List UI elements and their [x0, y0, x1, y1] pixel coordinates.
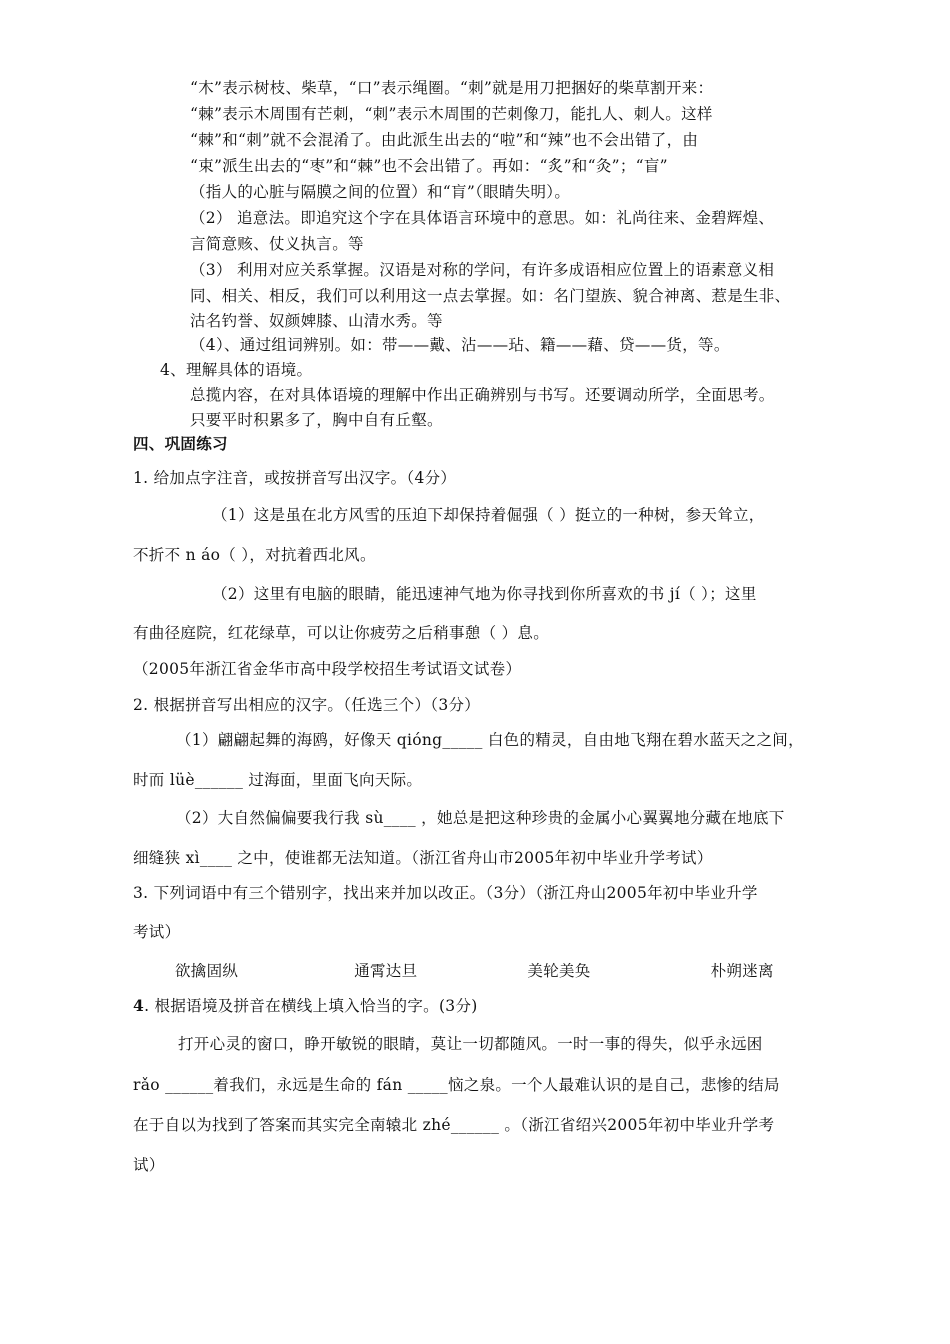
question-3-stem: 考试）	[133, 923, 181, 941]
method-2-line: 言简意赅、仗义执言。等	[190, 235, 364, 253]
explain-line: “束”派生出去的“枣”和“棘”也不会出错了。再如：“炙”和“灸”；“盲”	[190, 157, 668, 175]
method-3-line: 同、相关、相反，我们可以利用这一点去掌握。如：名门望族、貌合神离、惹是生非、	[190, 287, 791, 305]
question-4-line: 在于自以为找到了答案而其实完全南辕北 zhé______ 。（浙江省绍兴2005年初中毕业升学考	[133, 1116, 775, 1134]
question-1-stem: 1. 给加点字注音，或按拼音写出汉字。（4分）	[133, 469, 457, 487]
question-2-stem: 2. 根据拼音写出相应的汉字。（任选三个）（3分）	[133, 696, 481, 714]
word-option: 通霄达旦	[354, 962, 418, 980]
question-4-number: 4	[133, 996, 145, 1015]
point-4-line: 总揽内容，在对具体语境的理解中作出正确辨别与书写。还要调动所学，全面思考。	[190, 386, 775, 404]
question-1-source: （2005年浙江省金华市高中段学校招生考试语文试卷）	[133, 660, 522, 678]
question-2-line: （2）大自然偏偏要我行我 sù____ ，她总是把这种珍贵的金属小心翼翼地分藏在地底下	[176, 809, 785, 827]
question-1-line: （1）这是虽在北方风雪的压迫下却保持着倔强（ ）挺立的一种树，参天耸立，	[212, 506, 765, 524]
section-title: 四、巩固练习	[133, 434, 228, 453]
method-2-line: （2） 追意法。即追究这个字在具体语言环境中的意思。如：礼尚往来、金碧辉煌、	[190, 209, 775, 227]
question-2-line: （1）翩翩起舞的海鸥，好像天 qióng_____ 白色的精灵，自由地飞翔在碧水蓝天之之间，	[176, 731, 804, 749]
question-4-line: 试）	[133, 1156, 165, 1174]
explain-line: “棘”表示木周围有芒刺，“刺”表示木周围的芒刺像刀，能扎人、刺人。这样	[190, 105, 713, 123]
explain-line: “棘”和“刺”就不会混淆了。由此派生出去的“啦”和“辣”也不会出错了，由	[190, 131, 699, 149]
question-2-line: 时而 lüè______ 过海面，里面飞向天际。	[133, 771, 423, 789]
point-4-line: 只要平时积累多了，胸中自有丘壑。	[190, 411, 443, 429]
point-4-title: 4、理解具体的语境。	[160, 361, 313, 379]
question-4-line: 打开心灵的窗口，睁开敏锐的眼睛，莫让一切都随风。一时一事的得失，似乎永远困	[178, 1035, 763, 1053]
word-option: 美轮美奂	[527, 962, 591, 980]
question-1-line: （2）这里有电脑的眼睛，能迅速神气地为你寻找到你所喜欢的书 jí（ ）；这里	[212, 585, 757, 603]
question-4-line: rǎo ______着我们，永远是生命的 fán _____恼之泉。一个人最难认识的是自己，悲惨的结局	[133, 1076, 780, 1094]
question-1-line: 有曲径庭院，红花绿草，可以让你疲劳之后稍事憩（ ）息。	[133, 624, 550, 642]
explain-line: （指人的心脏与隔膜之间的位置）和“肓”（眼睛失明）。	[190, 183, 571, 201]
question-3-stem: 3. 下列词语中有三个错别字，找出来并加以改正。（3分）（浙江舟山2005年初中毕业升学	[133, 884, 758, 902]
method-3-line: 沽名钓誉、奴颜婢膝、山清水秀。等	[190, 312, 443, 330]
explain-line: “木”表示树枝、柴草，“口”表示绳圈。“刺”就是用刀把捆好的柴草割开来：	[190, 79, 714, 97]
word-option: 朴朔迷离	[710, 962, 774, 980]
method-4-line: （4）、通过组词辨别。如：带——戴、沾——玷、籍——藉、贷——货，等。	[190, 336, 730, 354]
word-option: 欲擒固纵	[175, 962, 239, 980]
question-3-words	[175, 961, 774, 981]
method-3-line: （3） 利用对应关系掌握。汉语是对称的学问，有许多成语相应位置上的语素意义相	[190, 261, 775, 279]
question-2-line: 细缝狭 xì____ 之中，使谁都无法知道。（浙江省舟山市2005年初中毕业升学考试）	[133, 849, 713, 867]
question-4-stem: 4. 根据语境及拼音在横线上填入恰当的字。(3分)	[133, 996, 478, 1015]
question-1-line: 不折不 n áo（ ），对抗着西北风。	[133, 546, 376, 564]
